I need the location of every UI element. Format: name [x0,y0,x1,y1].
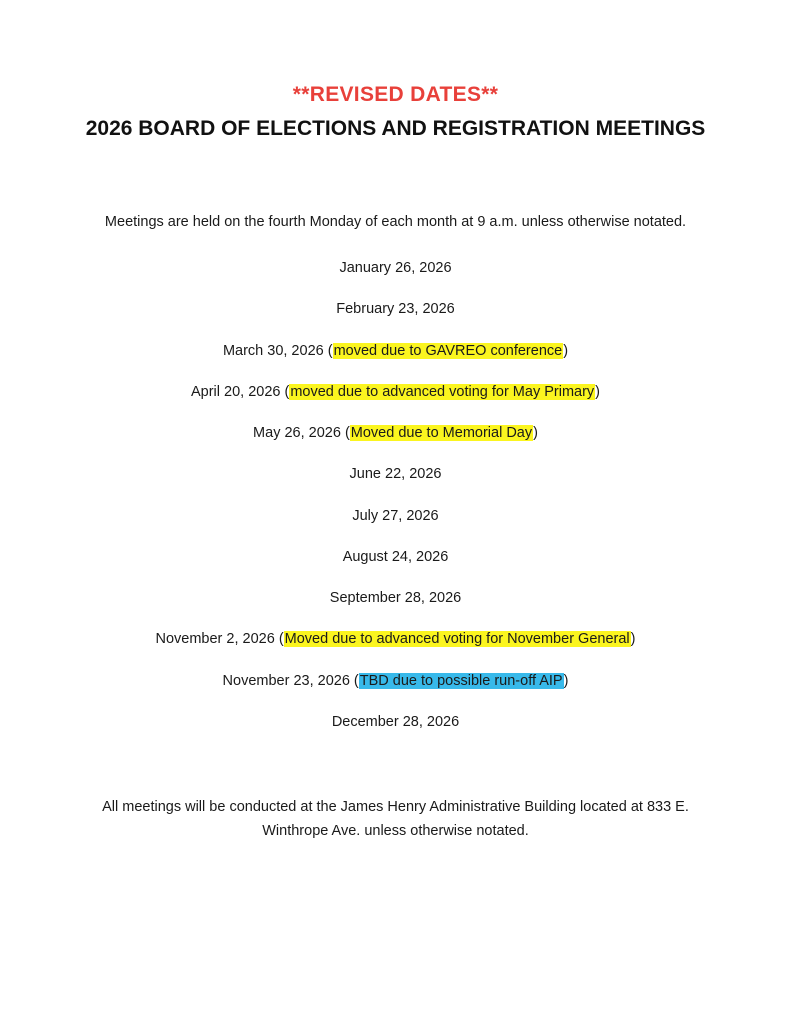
meeting-date: August 24, 2026 [342,548,449,565]
meeting-date-item: April 20, 2026 (moved due to advanced voting for May Primary) [190,383,601,400]
meeting-date-item [0,258,791,299]
location-line-1: All meetings will be conducted at the James Henry Administrative Building located at 833 E. [102,799,689,815]
meeting-date: November 2, 2026 [155,631,275,648]
meeting-date-item: November 23, 2026 (TBD due to possible run-off AIP) [222,672,569,689]
meeting-note-highlight: moved due to advanced voting for May Primary [290,383,595,400]
meeting-date-item [0,712,791,753]
meeting-date-item [0,547,791,588]
revised-dates-banner: **REVISED DATES** [292,83,499,106]
meeting-date: May 26, 2026 [253,425,341,441]
meeting-date-item [0,588,791,629]
meeting-date: December 28, 2026 [331,713,460,730]
meeting-date: April 20, 2026 [190,383,281,400]
meeting-date-item: November 2, 2026 (Moved due to advanced voting for November General) [155,631,636,648]
meeting-date-item [0,299,791,340]
meeting-note-highlight: Moved due to Memorial Day [350,425,533,441]
meeting-date: February 23, 2026 [336,301,455,318]
meeting-date-item: March 30, 2026 (moved due to GAVREO conference) [222,342,569,359]
meeting-date: June 22, 2026 [349,466,442,483]
meeting-date: July 27, 2026 [352,507,439,524]
meeting-note-highlight: Moved due to advanced voting for November General [284,631,630,648]
meeting-schedule-intro: Meetings are held on the fourth Monday of each month at 9 a.m. unless otherwise notated. [104,214,687,230]
document-title: 2026 BOARD OF ELECTIONS AND REGISTRATION MEETINGS [85,117,706,140]
meeting-location-note [0,795,791,843]
meeting-date: November 23, 2026 [222,672,350,689]
meeting-date-item: May 26, 2026 (Moved due to Memorial Day) [253,425,538,441]
meeting-date-item [0,506,791,547]
meeting-date-item [0,464,791,505]
meeting-note-highlight: TBD due to possible run-off AIP [359,672,563,689]
meeting-date-list [0,258,791,753]
meeting-date: January 26, 2026 [339,260,452,276]
location-line-2: Winthrope Ave. unless otherwise notated. [262,823,529,839]
meeting-date: September 28, 2026 [329,590,462,606]
meeting-note-highlight: moved due to GAVREO conference [333,342,563,359]
meeting-date: March 30, 2026 [222,342,324,359]
